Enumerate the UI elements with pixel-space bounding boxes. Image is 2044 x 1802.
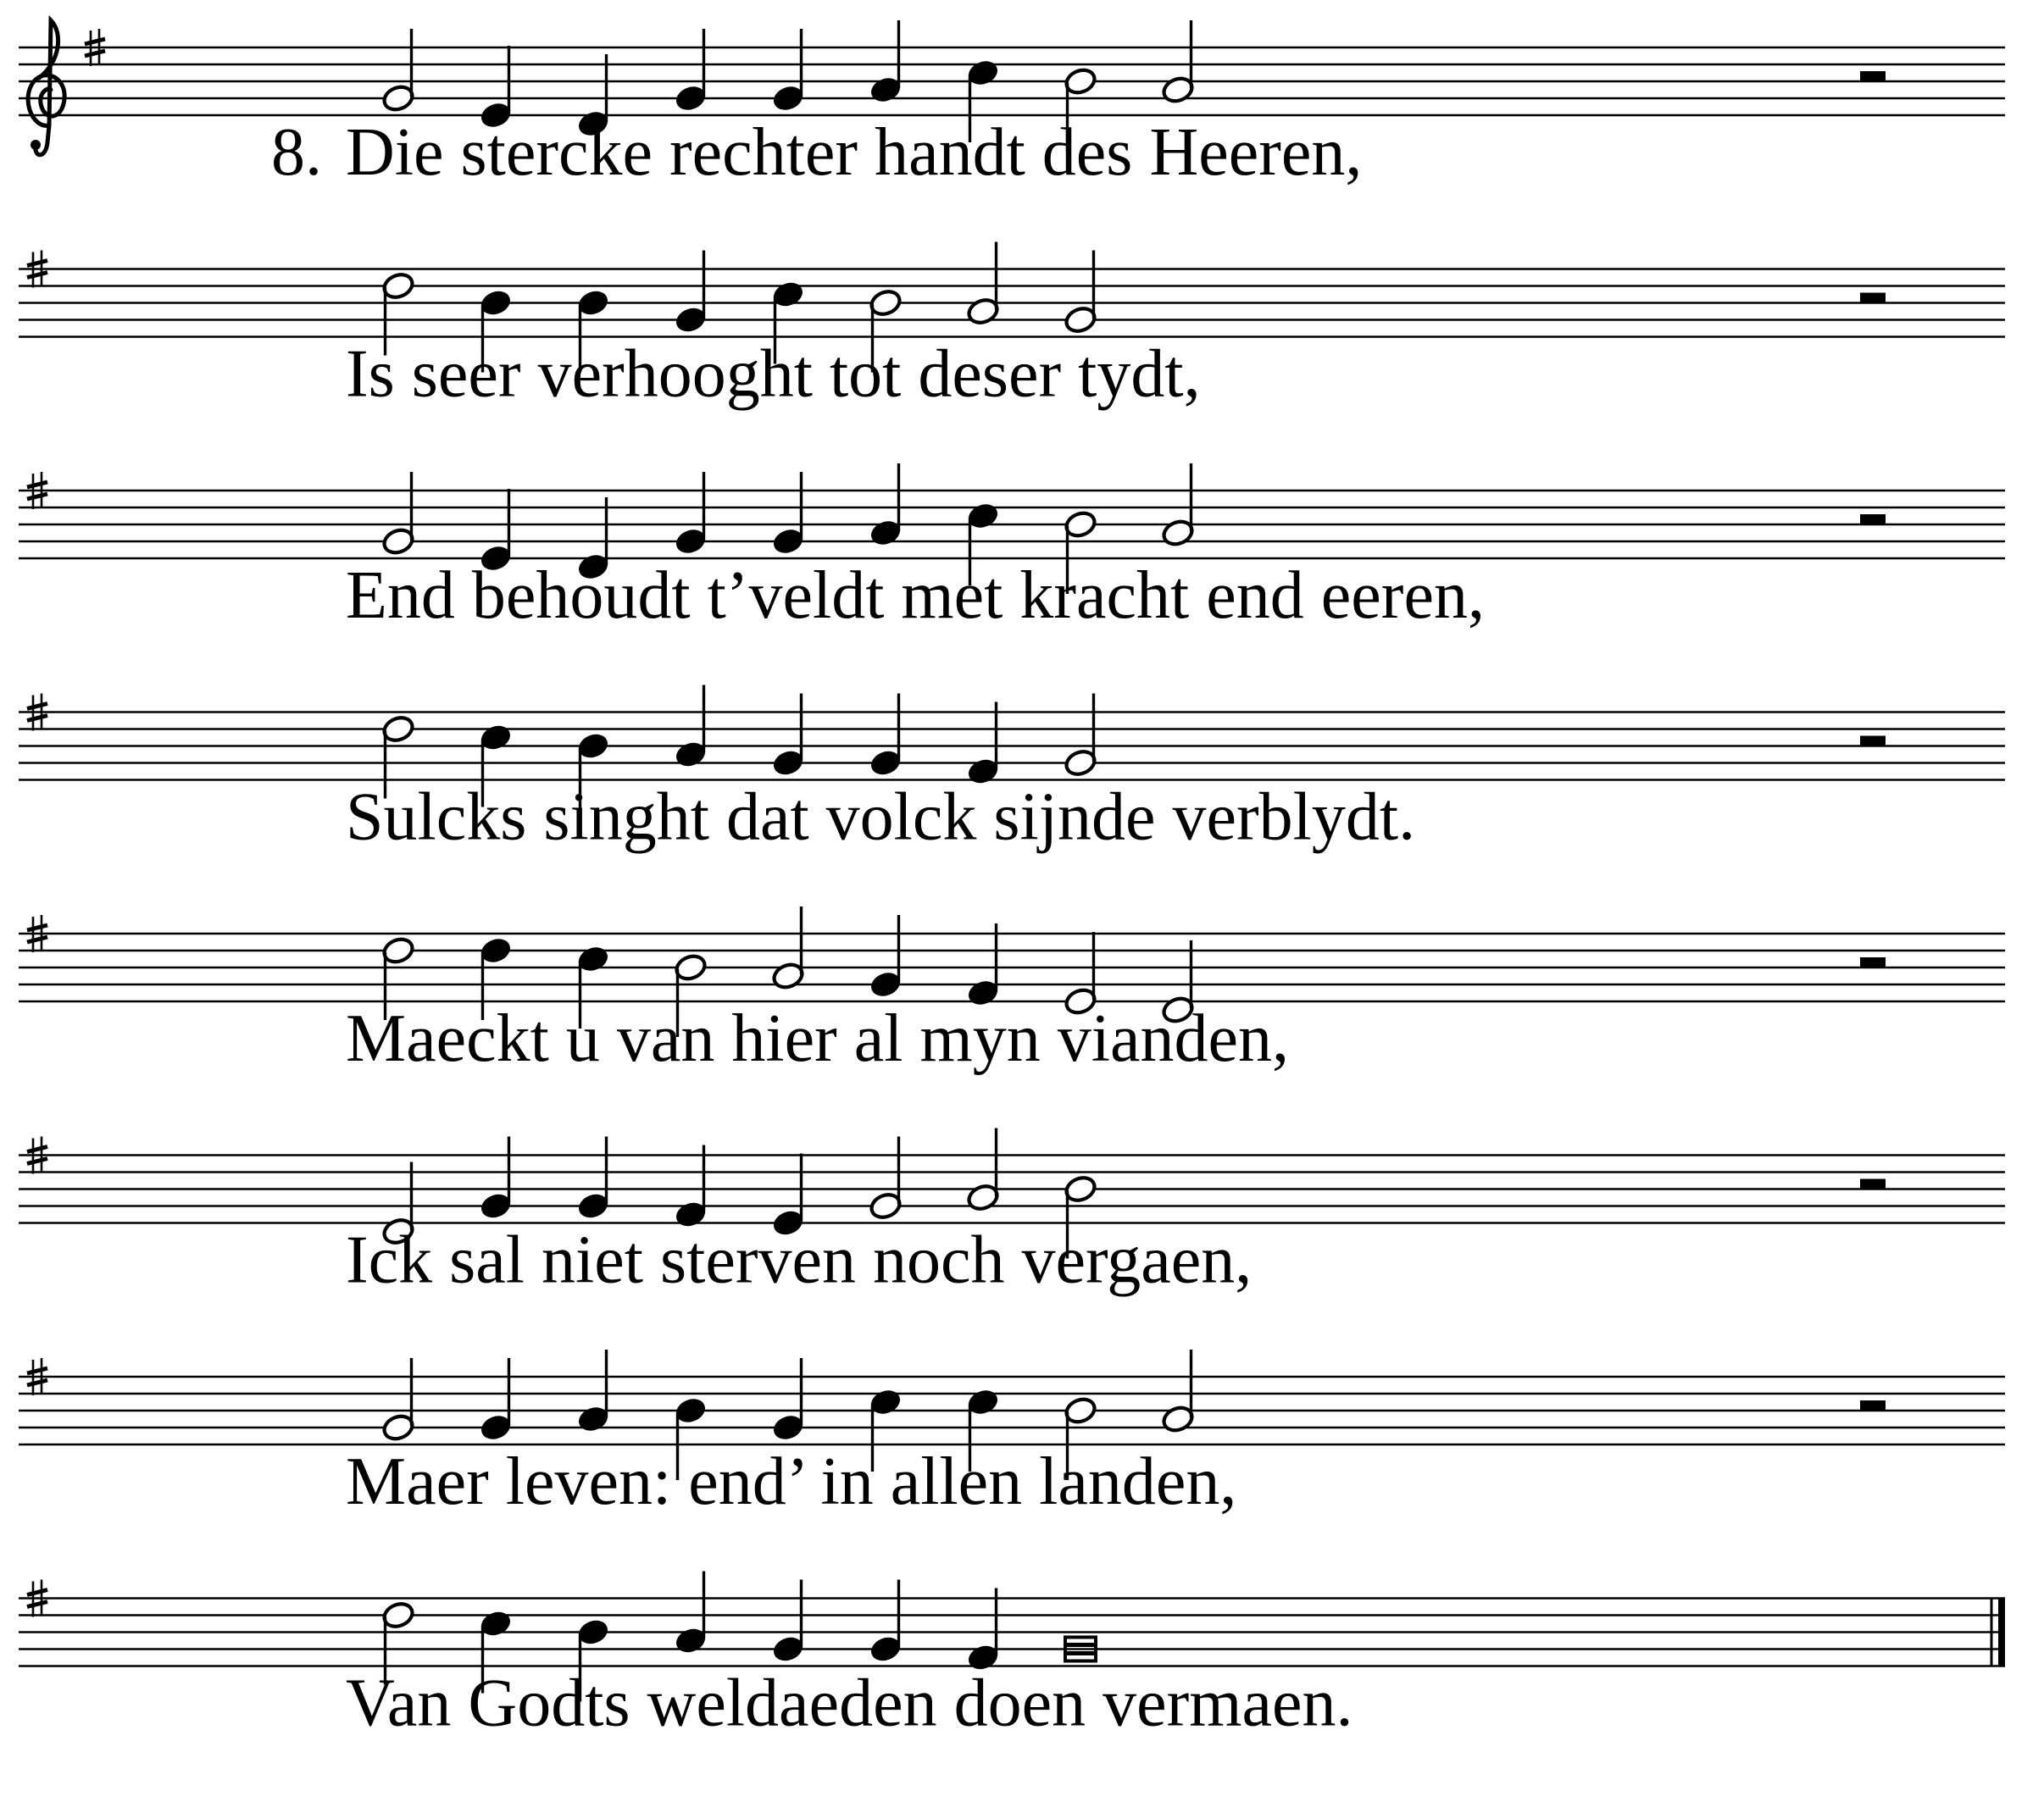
note <box>869 1580 903 1665</box>
lyric-line: Sulcks singht dat volck sijnde verblydt. <box>346 779 1416 855</box>
lyric-line: Van Godts weldaeden doen vermaen. <box>346 1666 1353 1741</box>
sharp-bar <box>27 925 47 930</box>
note <box>1161 463 1196 548</box>
note <box>1161 20 1196 105</box>
half-rest-icon <box>1860 736 1886 746</box>
half-rest-icon <box>1860 71 1886 81</box>
note <box>674 685 708 770</box>
note <box>869 1137 903 1222</box>
sharp-bar <box>27 1380 47 1385</box>
note <box>381 1358 416 1443</box>
lyric-line: Maer leven: end’ in allen landen, <box>346 1444 1237 1519</box>
half-rest-icon <box>1860 957 1886 968</box>
sharp-bar <box>27 1602 47 1607</box>
half-rest-icon <box>1860 293 1886 303</box>
sharp-bar <box>85 51 105 56</box>
sharp-bar <box>27 1590 47 1595</box>
sharp-bar <box>27 273 47 278</box>
note <box>966 1589 1001 1673</box>
staff-system <box>19 1572 2005 1741</box>
note <box>966 923 1001 1008</box>
lyric-line: Die stercke rechter handt des Heeren, <box>346 115 1363 190</box>
note <box>381 472 416 557</box>
note <box>771 1358 806 1443</box>
half-rest-icon <box>1860 514 1886 524</box>
staff-system <box>19 1350 2005 1519</box>
sharp-bar <box>27 1159 47 1164</box>
note <box>966 702 1001 787</box>
sharp-bar <box>27 1368 47 1373</box>
note <box>479 1358 514 1443</box>
note <box>869 694 903 779</box>
note <box>674 1145 708 1230</box>
lyric-line: End behoudt t’veldt met kracht end eeren, <box>346 558 1485 633</box>
note <box>1064 251 1098 335</box>
lyric-line: Is seer verhooght tot deser tydt, <box>346 336 1201 412</box>
staff-system <box>19 20 2005 190</box>
note <box>674 251 708 335</box>
note <box>1161 1350 1196 1434</box>
score-systems <box>19 20 2005 1741</box>
staff-system <box>19 907 2005 1076</box>
sharp-bar <box>27 261 47 266</box>
staff-system <box>19 242 2005 412</box>
note <box>771 472 806 557</box>
note <box>674 1572 708 1656</box>
note <box>479 1137 514 1222</box>
lyric-line: Ick sal niet sterven noch vergaen, <box>346 1223 1253 1298</box>
note <box>869 915 903 1000</box>
note <box>771 694 806 779</box>
note <box>869 20 903 105</box>
note <box>771 907 806 991</box>
treble-clef-icon <box>28 20 64 155</box>
sharp-bar <box>27 716 47 721</box>
note <box>1064 694 1098 779</box>
sharp-bar <box>85 39 105 44</box>
note <box>771 29 806 114</box>
half-rest-icon <box>1860 1179 1886 1189</box>
verse-number: 8. <box>271 115 322 190</box>
note <box>576 1137 611 1222</box>
half-rest-icon <box>1860 1400 1886 1411</box>
note <box>869 463 903 548</box>
note <box>674 29 708 114</box>
sharp-bar <box>27 482 47 487</box>
sharp-bar <box>27 1147 47 1152</box>
treble-clef-tail-dot <box>31 140 41 150</box>
note <box>576 1350 611 1434</box>
note <box>966 1128 1001 1213</box>
staff-system <box>19 463 2005 633</box>
note <box>771 1580 806 1665</box>
sharp-bar <box>27 937 47 942</box>
sharp-bar <box>27 494 47 499</box>
note <box>966 242 1001 327</box>
note <box>674 472 708 557</box>
staff-system <box>19 1128 2005 1298</box>
staff-system <box>19 685 2005 855</box>
lyric-line: Maeckt u van hier al myn vianden, <box>346 1001 1289 1076</box>
note <box>381 29 416 114</box>
sharp-bar <box>27 704 47 709</box>
